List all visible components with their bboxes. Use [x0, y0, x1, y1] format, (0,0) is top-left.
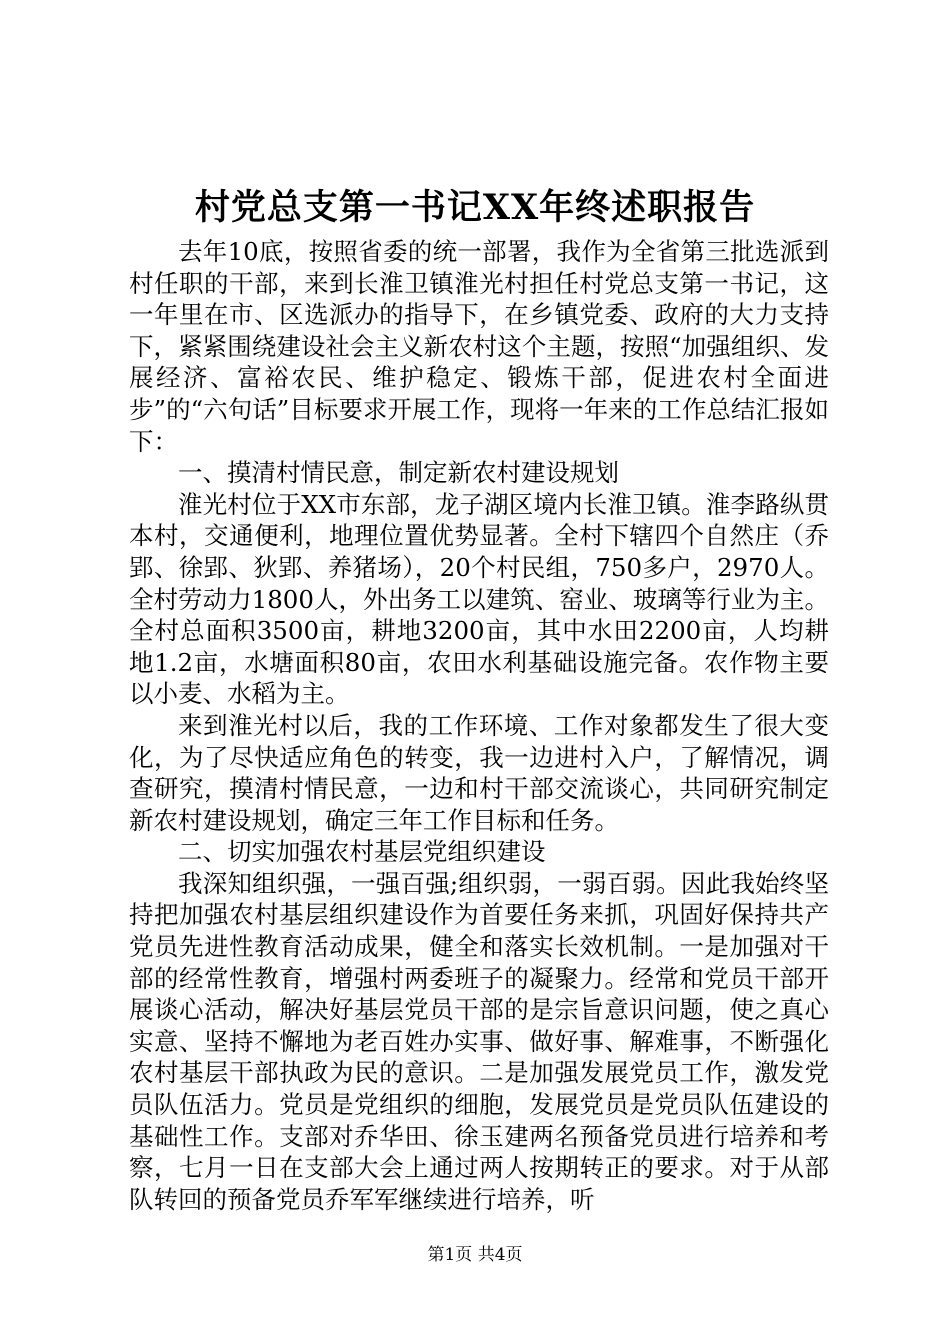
section-heading-1: 一、摸清村情民意，制定新农村建设规划	[178, 458, 619, 488]
section-1-paragraph-2: 来到淮光村以后，我的工作环境、工作对象都发生了很大变化，为了尽快适应角色的转变，我一边进村入户，了解情况，调查研究，摸清村情民意，一边和村干部交流谈心，共同研究制定新农村建设规划，确定三年工作目标和任务。	[129, 710, 829, 835]
section-1-paragraph-1: 淮光村位于XX市东部，龙子湖区境内长淮卫镇。淮李路纵贯本村，交通便利，地理位置优势显著。全村下辖四个自然庄（乔郢、徐郢、狄郢、养猪场），20个村民组，750多户，2970人。全村劳动力1800人，外出务工以建筑、窑业、玻璃等行业为主。全村总面积3500亩，耕地3200亩，其中水田2200亩，人均耕地1.2亩，水塘面积80亩，农田水利基础设施完备。农作物主要以小麦、水稻为主。	[129, 489, 829, 709]
document-body	[129, 236, 829, 1215]
document-title: 村党总支第一书记XX年终述职报告	[194, 187, 756, 228]
page-footer: 第1页 共4页	[427, 1245, 523, 1265]
section-2-paragraph-1: 我深知组织强，一强百强;组织弱，一弱百弱。因此我始终坚持把加强农村基层组织建设作为首要任务来抓，巩固好保持共产党员先进性教育活动成果，健全和落实长效机制。一是加强对干部的经常性教育，增强村两委班子的凝聚力。经常和党员干部开展谈心活动，解决好基层党员干部的是宗旨意识问题，使之真心实意、坚持不懈地为老百姓办实事、做好事、解难事，不断强化农村基层干部执政为民的意识。二是加强发展党员工作，激发党员队伍活力。党员是党组织的细胞，发展党员是党员队伍建设的基础性工作。支部对乔华田、徐玉建两名预备党员进行培养和考察，七月一日在支部大会上通过两人按期转正的要求。对于从部队转回的预备党员乔军军继续进行培养，听	[129, 868, 829, 1214]
section-heading-2: 二、切实加强农村基层党组织建设	[178, 837, 546, 867]
intro-paragraph: 去年10底，按照省委的统一部署，我作为全省第三批选派到村任职的干部，来到长淮卫镇淮光村担任村党总支第一书记，这一年里在市、区选派办的指导下，在乡镇党委、政府的大力支持下，紧紧围绕建设社会主义新农村这个主题，按照“加强组织、发展经济、富裕农民、维护稳定、锻炼干部，促进农村全面进步”的“六句话”目标要求开展工作，现将一年来的工作总结汇报如下：	[129, 237, 829, 456]
